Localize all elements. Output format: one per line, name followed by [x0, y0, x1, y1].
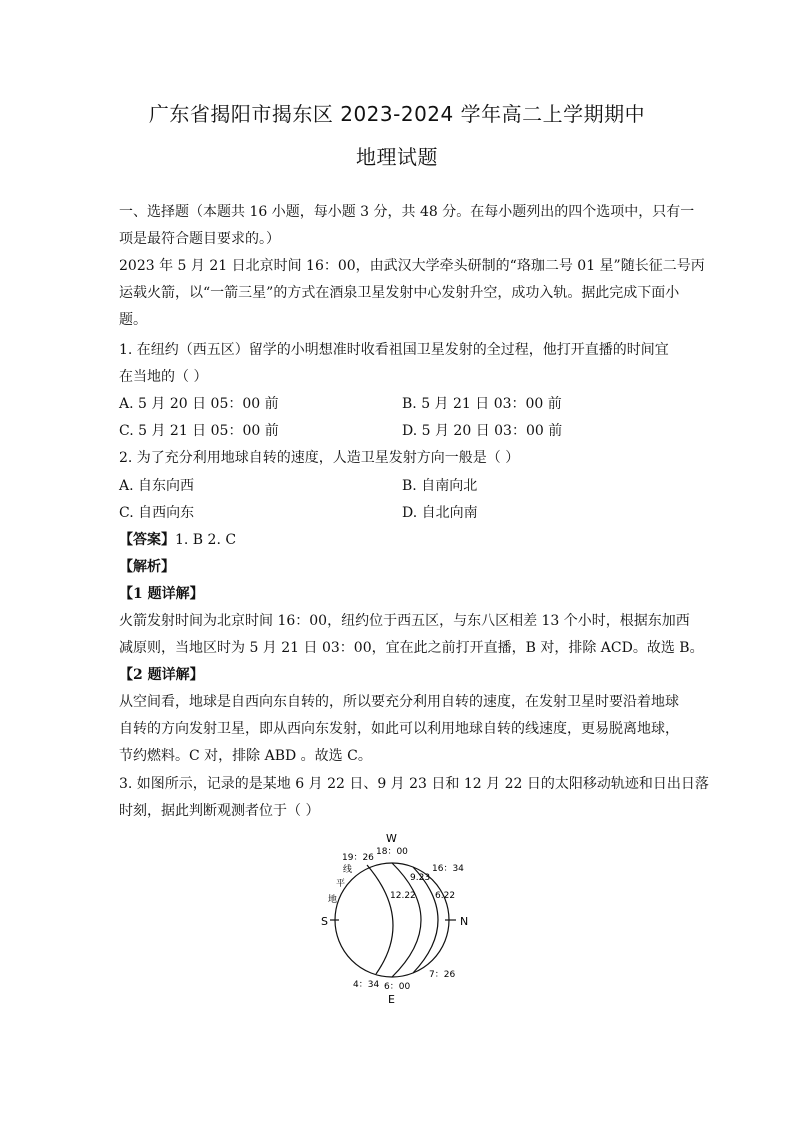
time-434-label: 4：34 — [353, 980, 380, 990]
question-2: 2. 为了充分利用地球自转的速度，人造卫星发射方向一般是（ ） — [119, 450, 520, 466]
q2-detail-cont: 自转的方向发射卫星，即从西向东发射，如此可以利用地球自转的线速度，更易脱离地球， — [119, 721, 679, 737]
q2-detail-end: 节约燃料。C 对，排除 ABD 。故选 C。 — [119, 748, 372, 764]
q1-detail-cont: 减原则，当地区时为 5 月 21 日 03：00，宜在此之前打开直播，B 对，排除 ACD。故选 B。 — [119, 640, 704, 656]
q1-option-d: D. 5 月 20 日 03：00 前 — [402, 423, 563, 439]
date-6-22-label: 6.22 — [435, 891, 456, 901]
date-9-23-label: 9.23 — [410, 873, 431, 883]
sun-path-12-22 — [367, 865, 393, 974]
question-3-cont: 时刻，据此判断观测者位于（ ） — [119, 803, 320, 819]
q1-option-c: C. 5 月 21 日 05：00 前 — [119, 423, 279, 439]
question-3: 3. 如图所示，记录的是某地 6 月 22 日、9 月 23 日和 12 月 22 日的太阳移动轨迹和日出日落 — [119, 776, 709, 792]
answer-row — [119, 530, 236, 550]
q2-option-c: C. 自西向东 — [119, 505, 195, 521]
q2-detail: 从空间看，地球是自西向东自转的，所以要充分利用自转的速度，在发射卫星时要沿着地球 — [119, 694, 679, 710]
q2-option-d: D. 自北向南 — [402, 505, 478, 521]
q2-option-b: B. 自南向北 — [402, 478, 478, 494]
exam-subject: 地理试题 — [356, 145, 438, 169]
question-1: 1. 在纽约（西五区）留学的小明想准时收看祖国卫星发射的全过程，他打开直播的时间宜 — [119, 342, 669, 358]
answer-text: 1. B 2. C — [175, 532, 237, 548]
time-1800-label: 18：00 — [376, 847, 408, 857]
q1-option-a: A. 5 月 20 日 05：00 前 — [119, 396, 279, 412]
q2-detail-label: 【2 题详解】 — [119, 667, 204, 683]
time-726-label: 7：26 — [429, 970, 456, 980]
question-1-cont: 在当地的（ ） — [119, 369, 208, 385]
dir-s-label: S — [321, 915, 328, 928]
section-intro: 一、选择题（本题共 16 小题，每小题 3 分，共 48 分。在每小题列出的四个选项中，只有一 — [119, 204, 695, 220]
time-1926-label: 19：26 — [342, 853, 374, 863]
dir-e-label: E — [388, 993, 395, 1006]
dir-n-label: N — [460, 915, 469, 928]
exam-title: 广东省揭阳市揭东区 2023-2024 学年高二上学期期中 — [148, 102, 646, 126]
horizon-label-char-3: 线 — [343, 865, 353, 875]
time-1634-label: 16：34 — [432, 864, 464, 874]
q1-detail: 火箭发射时间为北京时间 16：00，纽约位于西五区，与东八区相差 13 个小时，根据东加西 — [119, 613, 690, 629]
analysis-label: 【解析】 — [119, 559, 175, 575]
q1-detail-label: 【1 题详解】 — [119, 586, 204, 602]
q1-option-b: B. 5 月 21 日 03：00 前 — [402, 396, 562, 412]
passage-end: 题。 — [119, 312, 147, 328]
section-intro-cont: 项是最符合题目要求的。） — [119, 231, 280, 247]
q2-option-a: A. 自东向西 — [119, 478, 195, 494]
horizon-label-char-1: 地 — [328, 895, 338, 905]
time-600-label: 6：00 — [384, 982, 411, 992]
answer-label: 【答案】 — [119, 532, 175, 548]
horizon-label-char-2: 平 — [336, 879, 346, 889]
passage-cont: 运载火箭，以“一箭三星”的方式在酒泉卫星发射中心发射升空，成功入轨。据此完成下面小 — [119, 285, 680, 301]
dir-w-label: W — [386, 832, 397, 845]
horizon-circle — [335, 863, 449, 977]
date-12-22-label: 12.22 — [390, 891, 416, 901]
passage: 2023 年 5 月 21 日北京时间 16：00，由武汉大学牵头研制的“珞珈二号 01 星”随长征二号丙 — [119, 258, 705, 274]
sun-path-diagram — [310, 825, 480, 1010]
